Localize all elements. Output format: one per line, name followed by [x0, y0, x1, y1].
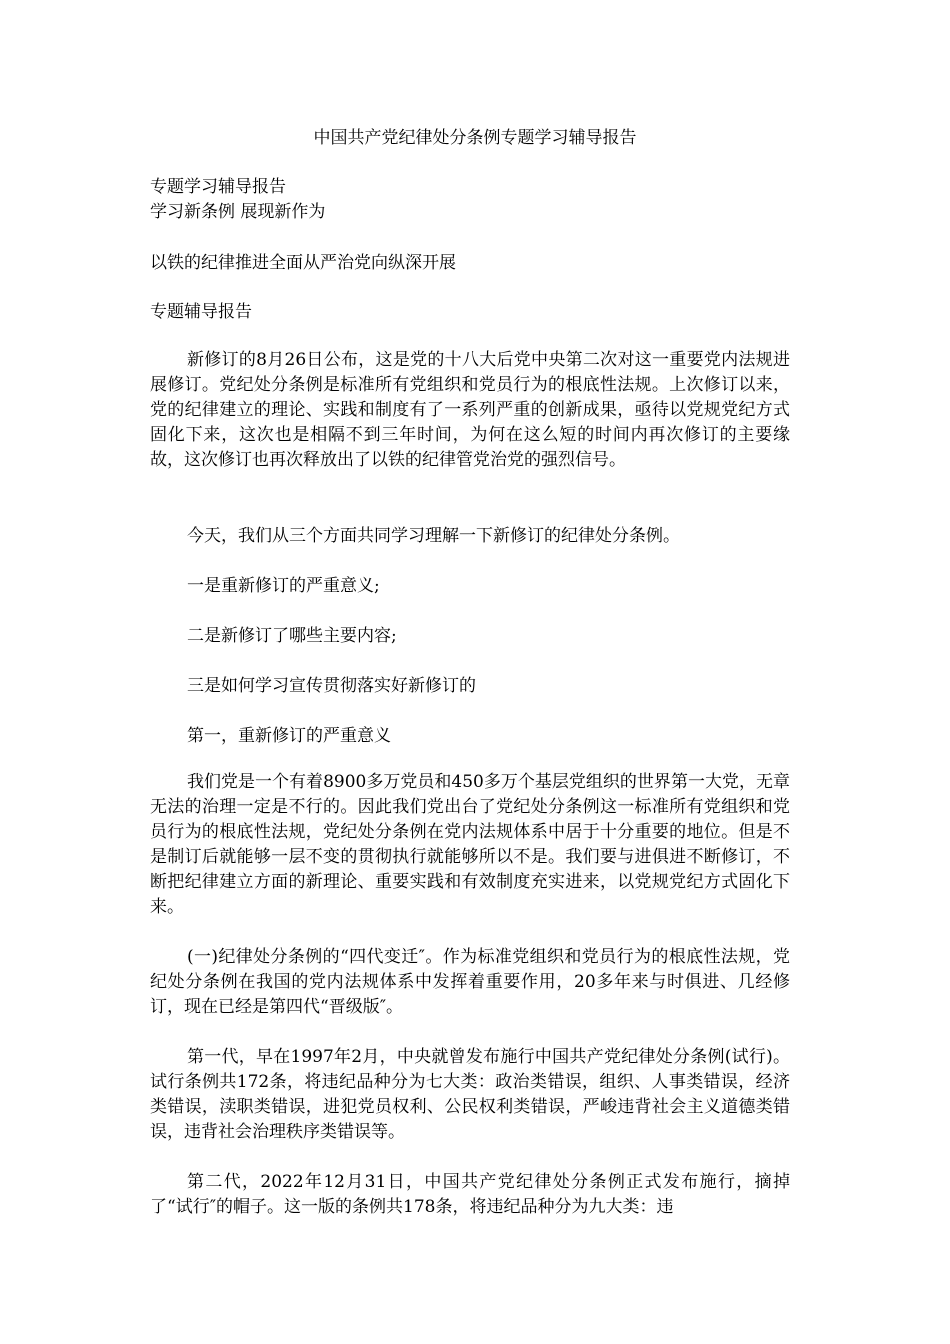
section-heading-1: 第一，重新修订的严重意义	[187, 726, 391, 746]
list-item-3: 三是如何学习宣传贯彻落实好新修订的	[187, 676, 476, 696]
header-line-2: 学习新条例 展现新作为	[150, 202, 326, 222]
paragraph-2: 今天，我们从三个方面共同学习理解一下新修订的纪律处分条例。	[187, 526, 680, 546]
header-line-1: 专题学习辅导报告	[150, 177, 286, 197]
document-title: 中国共产党纪律处分条例专题学习辅导报告	[313, 128, 637, 148]
paragraph-6: 第二代，2022年12月31日，中国共产党纪律处分条例正式发布施行，摘掉了“试行″的帽子。这一版的条例共178条，将违纪品种分为九大类：违	[150, 1172, 790, 1217]
paragraph-4: (一)纪律处分条例的“四代变迁″。作为标准党组织和党员行为的根底性法规，党纪处分条例在我国的党内法规体系中发挥着重要作用，20多年来与时俱进、几经修订，现在已经是第四代“晋级版″。	[150, 947, 790, 1017]
list-item-1: 一是重新修订的严重意义;	[187, 576, 380, 596]
paragraph-1: 新修订的8月26日公布，这是党的十八大后党中央第二次对这一重要党内法规进展修订。党纪处分条例是标准所有党组织和党员行为的根底性法规。上次修订以来，党的纪律建立的理论、实践和制度有了一系列严重的创新成果，亟待以党规党纪方式固化下来，这次也是相隔不到三年时间，为何在这么短的时间内再次修订的主要缘故，这次修订也再次释放出了以铁的纪律管党治党的强烈信号。	[150, 350, 790, 470]
paragraph-5: 第一代，早在1997年2月，中央就曾发布施行中国共产党纪律处分条例(试行)。试行条例共172条，将违纪品种分为七大类：政治类错误，组织、人事类错误，经济类错误，渎职类错误，进犯党员权利、公民权利类错误，严峻违背社会主义道德类错误，违背社会治理秩序类错误等。	[150, 1047, 790, 1142]
header-line-4: 专题辅导报告	[150, 302, 252, 322]
header-line-3: 以铁的纪律推进全面从严治党向纵深开展	[150, 253, 456, 273]
paragraph-3: 我们党是一个有着8900多万党员和450多万个基层党组织的世界第一大党，无章无法的治理一定是不行的。因此我们党出台了党纪处分条例这一标准所有党组织和党员行为的根底性法规，党纪处分条例在党内法规体系中居于十分重要的地位。但是不是制订后就能够一层不变的贯彻执行就能够所以不是。我们要与进俱进不断修订，不断把纪律建立方面的新理论、重要实践和有效制度充实进来，以党规党纪方式固化下来。	[150, 772, 790, 917]
list-item-2: 二是新修订了哪些主要内容;	[187, 626, 397, 646]
